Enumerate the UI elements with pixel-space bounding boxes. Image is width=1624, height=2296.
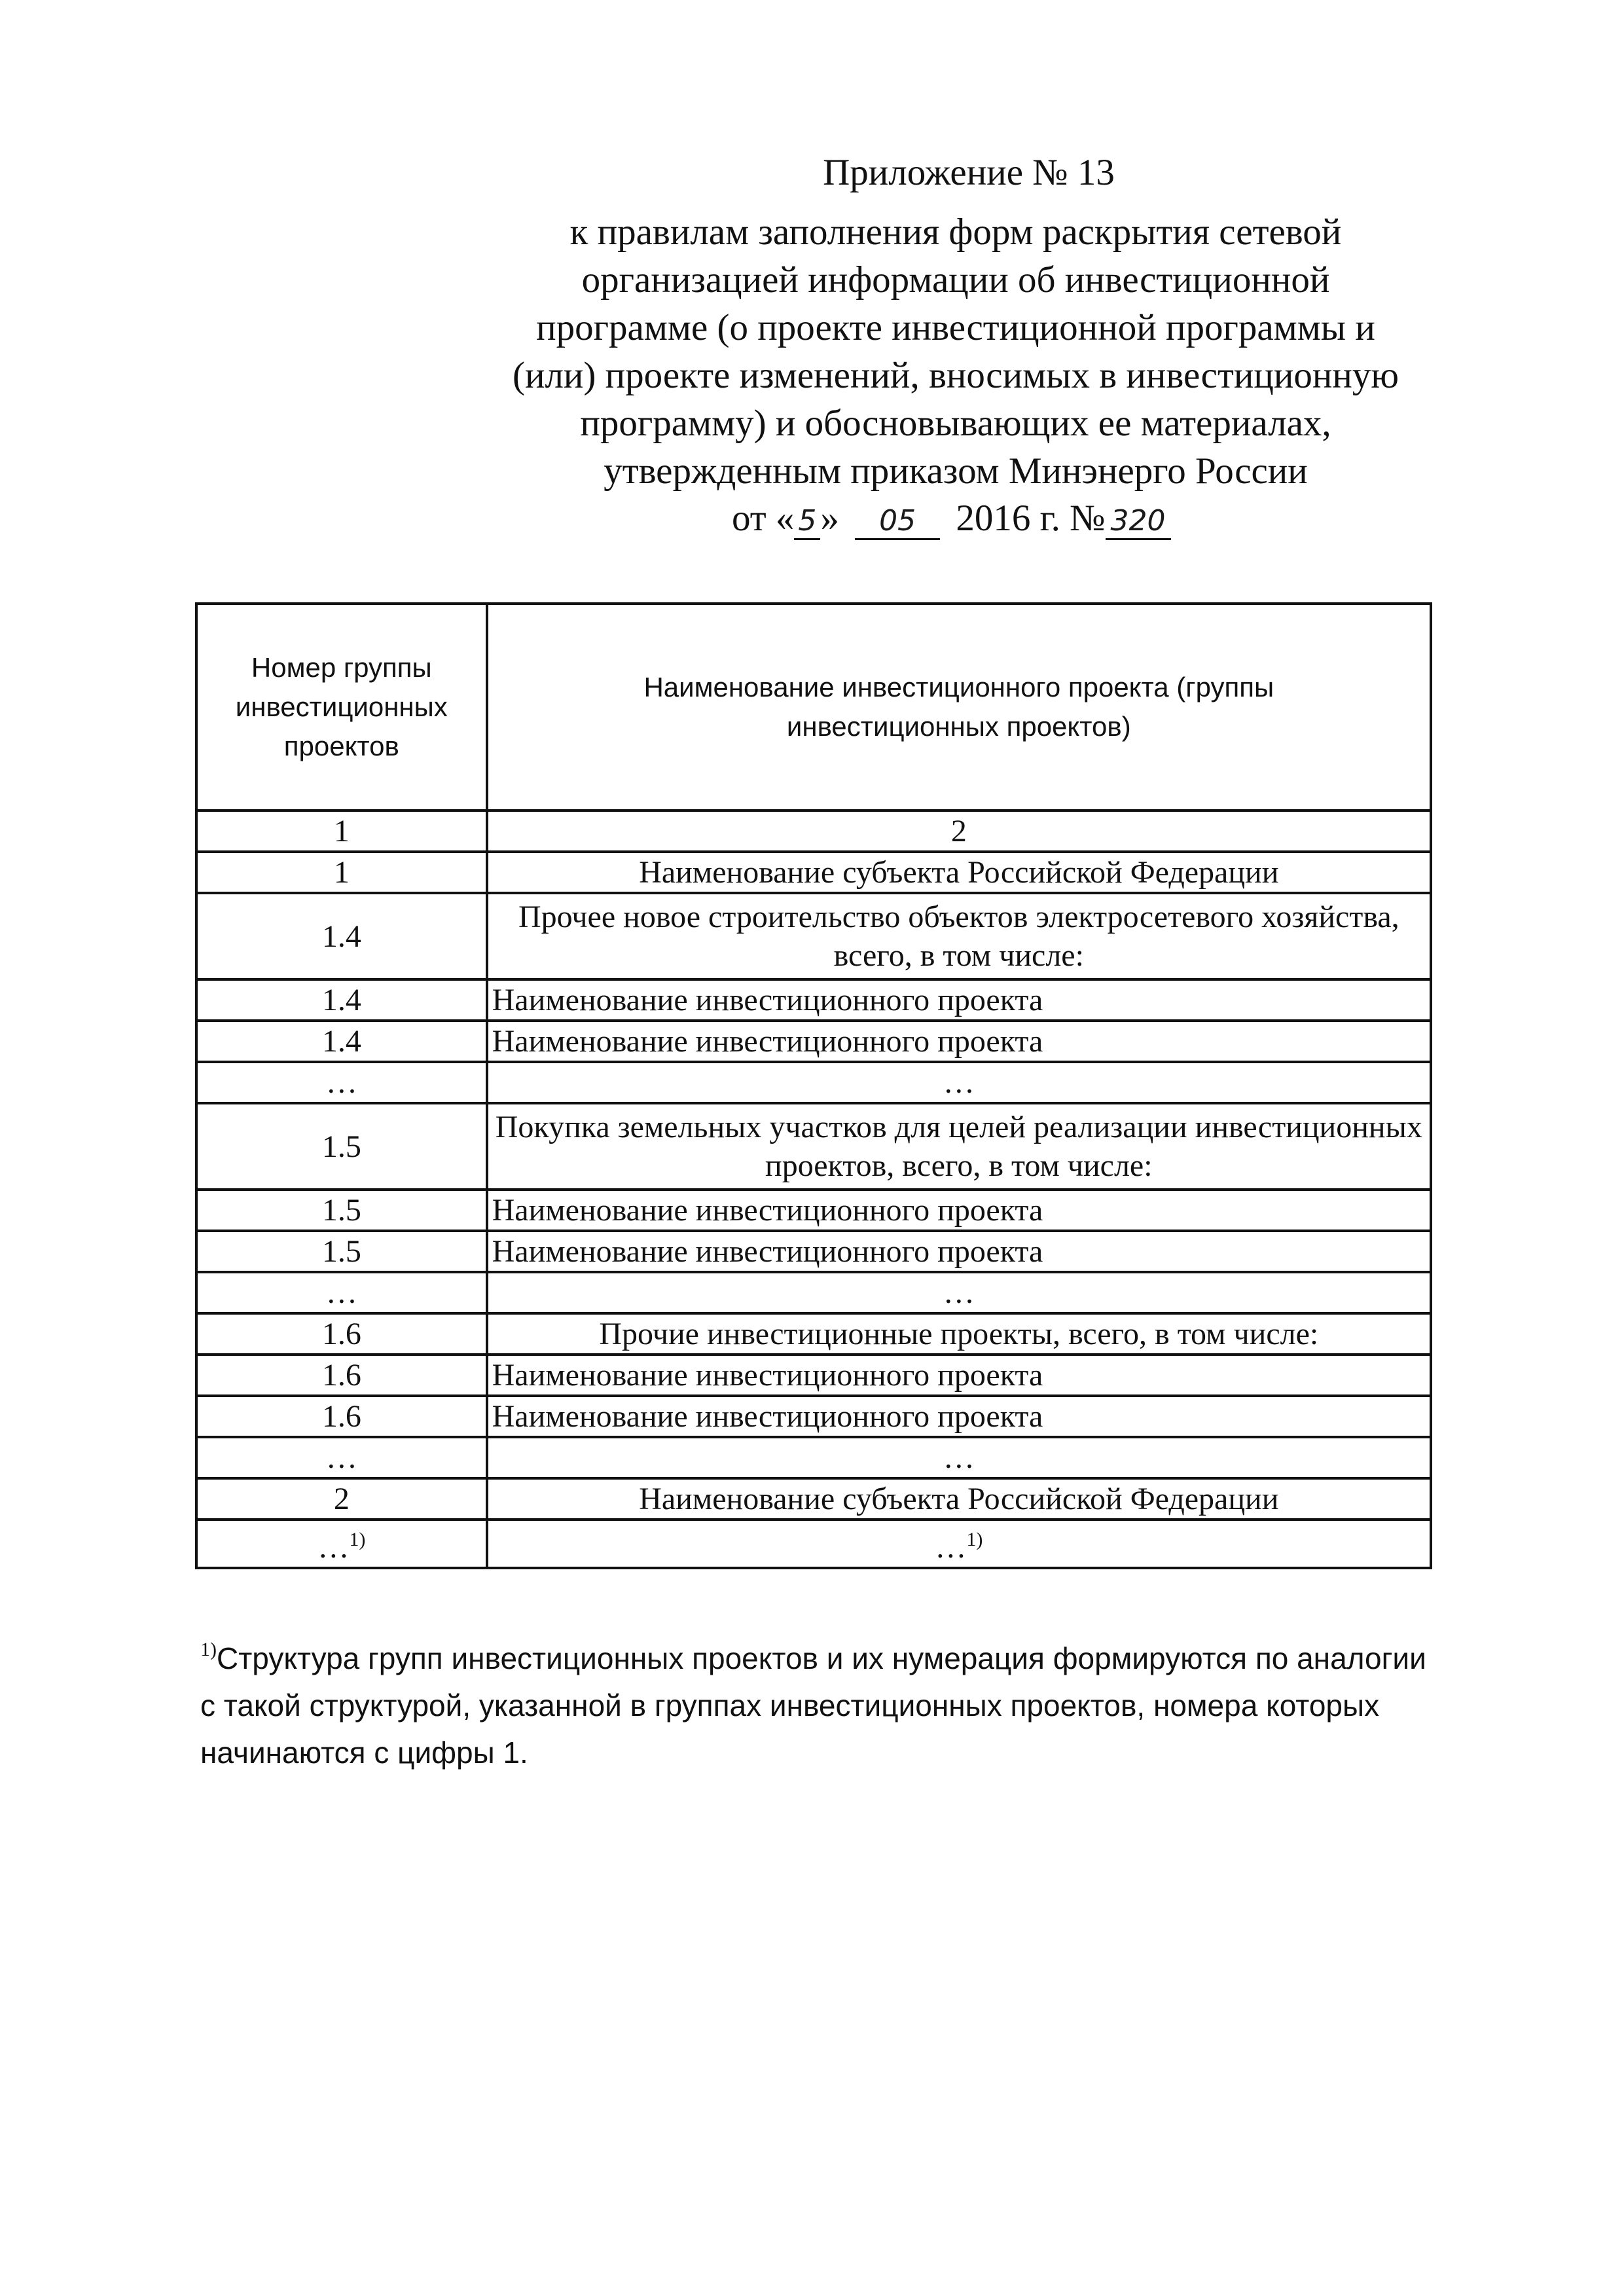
description-line: программе (о проекте инвестиционной программы и [536,307,1375,348]
table-row [196,1313,1431,1355]
handwritten-day: 5 [794,504,820,540]
project-name-cell [487,1520,1431,1568]
appendix-title: Приложение № 13 [823,152,1115,193]
handwritten-order-number: 320 [1106,504,1171,540]
date-prefix: от « [732,498,795,539]
project-name-cell: Наименование инвестиционного проекта [487,1021,1431,1062]
project-name-cell: Прочие инвестиционные проекты, всего, в том числе: [487,1313,1431,1355]
group-number-cell: 1.4 [196,979,487,1021]
project-name-cell: … [487,1437,1431,1478]
table-header-row [196,604,1431,811]
date-year: 2016 г. № [956,498,1106,539]
table-row [196,1437,1431,1478]
footnote-ref-marker: 1) [966,1529,983,1550]
footnote-marker: 1) [200,1639,217,1660]
group-number-cell: 1.5 [196,1231,487,1272]
ellipsis-text: … [317,1530,350,1565]
table-row [196,1355,1431,1396]
group-number-cell: … [196,1062,487,1103]
table-row [196,893,1431,979]
table-row [196,1231,1431,1272]
footnote-reference-row [196,1520,1431,1568]
group-number-cell: 1.6 [196,1396,487,1437]
date-close-quote: » [820,498,839,539]
table-row [196,1272,1431,1313]
order-date-line [732,495,1171,542]
project-name-cell: Наименование инвестиционного проекта [487,1190,1431,1231]
table-row [196,852,1431,893]
appendix-description [419,208,1492,495]
description-line: (или) проекте изменений, вносимых в инвестиционную [512,355,1399,396]
project-name-cell: Наименование инвестиционного проекта [487,1396,1431,1437]
project-name-cell: Наименование инвестиционного проекта [487,979,1431,1021]
group-number-cell: … [196,1437,487,1478]
description-line: программу) и обосновывающих ее материалах, [580,403,1331,444]
group-number-cell: 1.5 [196,1103,487,1190]
column-number: 1 [196,811,487,852]
table-row [196,1396,1431,1437]
footnote-text: Структура групп инвестиционных проектов и их нумерация формируются по аналогии с такой структурой, указанной в группах инвестиционных проектов, номера которых начинаются с цифры 1. [200,1641,1426,1770]
table-row [196,1021,1431,1062]
table-row [196,1062,1431,1103]
project-name-cell: Наименование субъекта Российской Федерации [487,852,1431,893]
group-number-cell: 1 [196,852,487,893]
header-project-name: Наименование инвестиционного проекта (группы инвестиционных проектов) [487,604,1431,811]
handwritten-month: 05 [855,504,940,540]
project-name-cell: Наименование инвестиционного проекта [487,1355,1431,1396]
project-name-cell: Наименование субъекта Российской Федерации [487,1478,1431,1520]
table-row [196,1103,1431,1190]
project-name-cell: Покупка земельных участков для целей реализации инвестиционных проектов, всего, в том числе: [487,1103,1431,1190]
footnote [200,1626,1444,1776]
table-row [196,1190,1431,1231]
group-number-cell: 1.6 [196,1313,487,1355]
group-number-cell: 2 [196,1478,487,1520]
header-group-number: Номер группы инвестиционных проектов [196,604,487,811]
column-number-row [196,811,1431,852]
description-line: организацией информации об инвестиционной [581,259,1330,301]
group-number-cell: 1.5 [196,1190,487,1231]
description-line: утвержденным приказом Минэнерго России [604,450,1308,492]
ellipsis-text: … [935,1530,967,1565]
project-name-cell: … [487,1272,1431,1313]
group-number-cell: 1.4 [196,1021,487,1062]
group-number-cell [196,1520,487,1568]
table-row [196,1478,1431,1520]
project-name-cell: … [487,1062,1431,1103]
group-number-cell: 1.4 [196,893,487,979]
group-number-cell: … [196,1272,487,1313]
project-name-cell: Прочее новое строительство объектов электросетевого хозяйства, всего, в том числе: [487,893,1431,979]
group-number-cell: 1.6 [196,1355,487,1396]
column-number: 2 [487,811,1431,852]
project-name-cell: Наименование инвестиционного проекта [487,1231,1431,1272]
footnote-ref-marker: 1) [349,1529,366,1550]
table-row [196,979,1431,1021]
description-line: к правилам заполнения форм раскрытия сетевой [569,211,1342,253]
investment-projects-table [195,602,1432,1569]
